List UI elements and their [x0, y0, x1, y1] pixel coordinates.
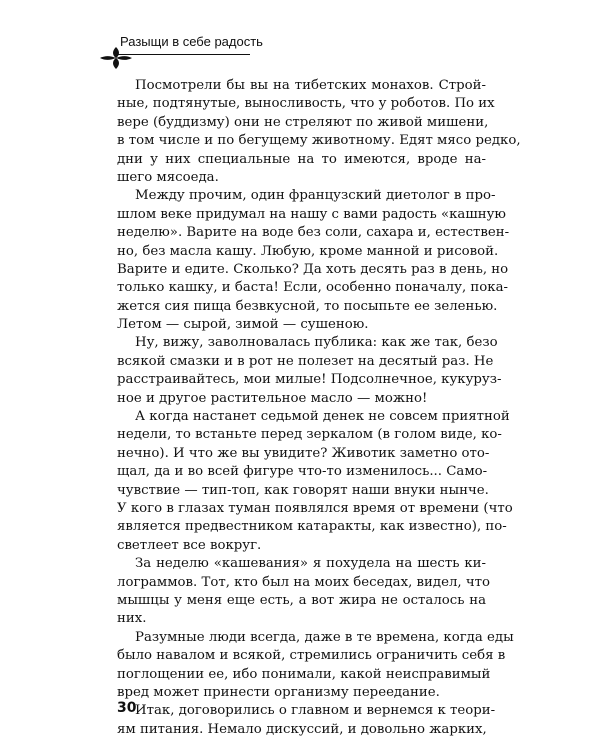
text-line: дни у них специальные на то имеются, вроде на-	[117, 151, 486, 167]
text-line: недели, то встаньте перед зеркалом (в голом виде, ко-	[117, 427, 502, 443]
text-line: Разумные люди всегда, даже в те времена, когда еды	[135, 629, 514, 645]
paragraph	[117, 77, 521, 187]
text-line: всякой смазки и в рот не полезет на десятый раз. Не	[117, 353, 494, 369]
paragraph	[117, 555, 491, 629]
text-line: мышцы у меня еще есть, а вот жира не осталось на	[117, 592, 486, 608]
text-line: только кашку, и баста! Если, особенно поначалу, пока-	[117, 280, 509, 296]
text-line: Посмотрели бы вы на тибетских монахов. Строй-	[135, 78, 486, 93]
text-line: Летом — сырой, зимой — сушеною.	[117, 317, 369, 333]
paragraph	[117, 408, 513, 555]
text-line: в том числе и по бегущему животному. Едят мясо редко,	[117, 133, 521, 149]
text-line: светлеет все вокруг.	[117, 537, 262, 553]
text-line: Варите и едите. Сколько? Да хоть десять раз в день, но	[117, 261, 509, 277]
text-line: поглощении ее, ибо понимали, какой неисправимый	[117, 666, 491, 682]
text-line: вред может принести организму переедание.	[117, 684, 440, 700]
text-line: чувствие — тип-топ, как говорят наши внуки нынче.	[117, 482, 489, 498]
text-line: ные, подтянутые, выносливость, что у роботов. По их	[117, 96, 495, 112]
text-line: Итак, договорились о главном и вернемся к теори-	[135, 703, 496, 719]
text-line: является предвестником катаракты, как известно), по-	[117, 519, 507, 535]
running-header	[96, 28, 516, 76]
text-line: расстраивайтесь, мои милые! Подсолнечное, кукуруз-	[117, 372, 502, 388]
paragraph	[117, 702, 496, 739]
text-line: щал, да и во всей фигуре что-то изменилось... Само-	[117, 464, 488, 480]
text-line: но, без масла кашу. Любую, кроме манной и рисовой.	[117, 243, 499, 259]
text-line: нечно). И что же вы увидите? Животик заметно ото-	[117, 445, 490, 461]
text-line: жется сия пища безвкусной, то посыпьте ее зеленью.	[117, 298, 498, 314]
text-line: лограммов. Тот, кто был на моих беседах, видел, что	[117, 574, 491, 590]
text-line: было навалом и всякой, стремились ограничить себя в	[117, 648, 506, 664]
text-line: У кого в глазах туман появлялся время от времени (что	[117, 500, 513, 516]
text-line: неделю». Варите на воде без соли, сахара и, естествен-	[117, 225, 510, 241]
header-rule	[116, 54, 250, 55]
text-line: них.	[117, 611, 147, 627]
text-line: А когда настанет седьмой денек не совсем приятной	[135, 409, 510, 425]
running-header-title: Разыщи в себе радость	[120, 34, 263, 49]
text-line: Между прочим, один французский диетолог в про-	[135, 188, 496, 204]
text-line: ное и другое растительное масло — можно!	[117, 390, 428, 406]
paragraph	[117, 334, 502, 408]
text-line: За неделю «кашевания» я похудела на шесть ки-	[135, 556, 486, 572]
text-line: ям питания. Немало дискуссий, и довольно жарких,	[117, 721, 487, 737]
body-text	[117, 77, 521, 739]
text-line: Ну, вижу, заволновалась публика: как же так, безо	[135, 335, 498, 351]
paragraph	[117, 629, 514, 703]
text-line: вере (буддизму) они не стреляют по живой мишени,	[117, 114, 489, 130]
text-line: шлом веке придумал на нашу с вами радость «кашную	[117, 206, 506, 222]
text-line: шего мясоеда.	[117, 169, 219, 185]
paragraph	[117, 187, 510, 334]
page-number: 30	[117, 700, 137, 716]
